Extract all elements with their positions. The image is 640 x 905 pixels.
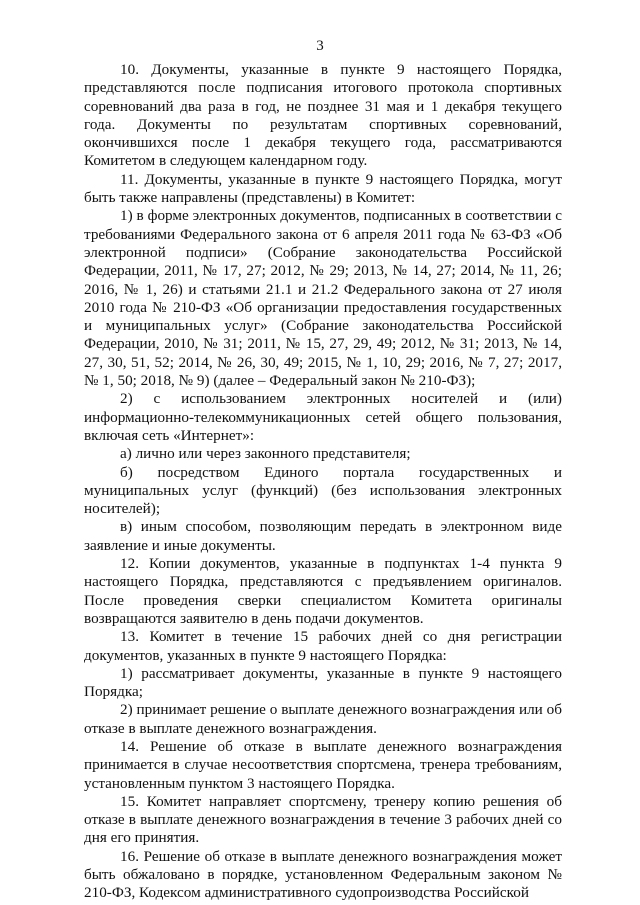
paragraph-14: 14. Решение об отказе в выплате денежного вознаграждения принимается в случае несоответствия спортсмена, тренера требованиям, установленным пунктом 3 настоящего Порядка.: [84, 737, 562, 792]
paragraph-11-item-2a: а) лично или через законного представителя;: [120, 445, 411, 463]
paragraph-11-item-1: 1) в форме электронных документов, подписанных в соответствии с требованиями Федерального закона от 6 апреля 2011 года № 63-ФЗ «Об электронной подписи» (Собрание законодательства Российской Федерации, 2011, № 17, 27; 2012, № 29; 2013, № 14, 27; 2014, № 11, 26; 2016, № 1, 26) и статьями 21.1 и 21.2 Федерального закона от 27 июля 2010 года № 210-ФЗ «Об организации предоставления государственных и муниципальных услуг» (Собрание законодательства Российской Федерации, 2010, № 31; 2011, № 15, 27, 29, 49; 2012, № 31; 2013, № 14, 27, 30, 51, 52; 2014, № 26, 30, 49; 2015, № 1, 10, 29; 2016, № 7, 27; 2017, № 1, 50; 2018, № 9) (далее – Федеральный закон № 210-ФЗ);: [84, 207, 562, 390]
paragraph-10: 10. Документы, указанные в пункте 9 настоящего Порядка, представляются после подписания итогового протокола спортивных соревнований два раза в год, не позднее 31 мая и 1 декабря текущего года. Документы по результатам спортивных соревнований, окончившихся после 1 декабря текущего года, рассматриваются Комитетом в следующем календарном году.: [84, 61, 562, 170]
paragraph-12: 12. Копии документов, указанные в подпунктах 1-4 пункта 9 настоящего Порядка, представляются с предъявлением оригиналов. После проведения сверки специалистом Комитета оригиналы возвращаются заявителю в день подачи документов.: [84, 555, 562, 627]
paragraph-11-item-2: 2) с использованием электронных носителей и (или) информационно-телекоммуникационных сетей общего пользования, включая сеть «Интернет»:: [84, 390, 562, 444]
document-body: [84, 61, 562, 903]
paragraph-11-item-2b: б) посредством Единого портала государственных и муниципальных услуг (функций) (без использования электронных носителей);: [84, 463, 562, 518]
paragraph-11: 11. Документы, указанные в пункте 9 настоящего Порядка, могут быть также направлены (представлены) в Комитет:: [84, 170, 562, 207]
page-number: 3: [316, 38, 324, 54]
paragraph-16: 16. Решение об отказе в выплате денежного вознаграждения может быть обжаловано в порядке, установленном Федеральным законом № 210-ФЗ, Кодексом административного судопроизводства Российской: [84, 847, 562, 902]
paragraph-13: 13. Комитет в течение 15 рабочих дней со дня регистрации документов, указанных в пункте 9 настоящего Порядка:: [84, 628, 562, 664]
paragraph-11-item-2c: в) иным способом, позволяющим передать в электронном виде заявление и иные документы.: [84, 518, 562, 554]
paragraph-13-item-1: 1) рассматривает документы, указанные в пункте 9 настоящего Порядка;: [84, 664, 562, 701]
paragraph-15: 15. Комитет направляет спортсмену, тренеру копию решения об отказе в выплате денежного вознаграждения в течение 3 рабочих дней со дня его принятия.: [84, 792, 562, 847]
paragraph-13-item-2: 2) принимает решение о выплате денежного вознаграждения или об отказе в выплате денежного вознаграждения.: [84, 701, 562, 737]
